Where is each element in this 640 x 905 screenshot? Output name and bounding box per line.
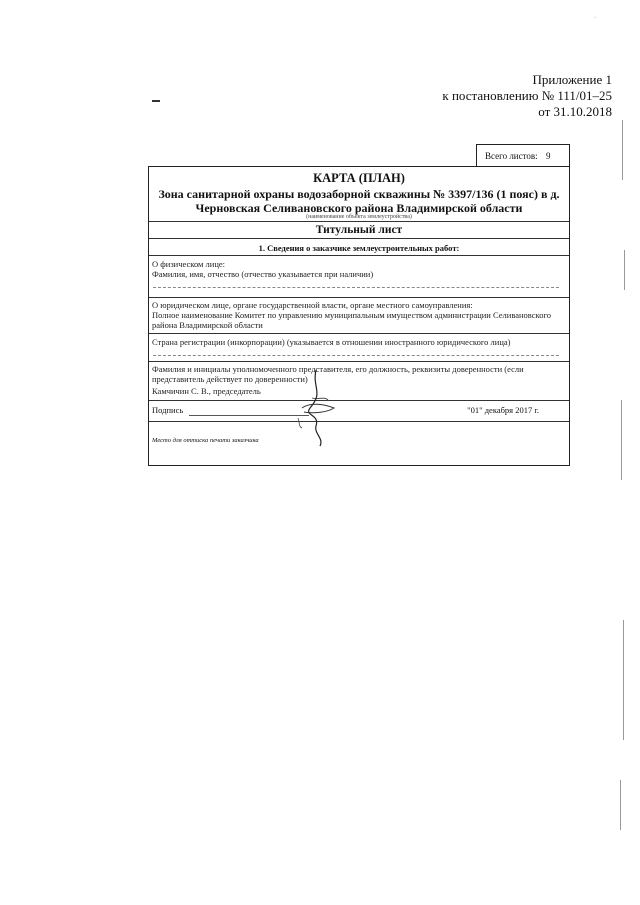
blank-line	[153, 287, 559, 288]
full-name-label: Фамилия, имя, отчество (отчество указывается при наличии)	[152, 269, 374, 279]
signature-label: Подпись	[152, 405, 184, 415]
sheets-total-box	[476, 144, 570, 166]
object-name: Зона санитарной охраны водозаборной скважины № 3397/136 (1 пояс) в д. Черновская Селивановского района Владимирской области	[158, 187, 560, 215]
stamp-place-note: Место для оттиска печати заказчика	[152, 437, 259, 444]
appendix-header	[442, 72, 612, 120]
signature-underline	[189, 415, 309, 416]
divider	[149, 421, 569, 422]
divider	[149, 361, 569, 362]
individual-header: О физическом лице:	[152, 259, 226, 269]
dash-mark	[152, 100, 160, 102]
object-caption: (наименование объекта землеустройства)	[306, 214, 412, 220]
sheets-total-value: 9	[545, 151, 551, 161]
legal-entity-header: О юридическом лице, органе государственной власти, органе местного самоуправления:	[152, 300, 473, 310]
divider	[149, 297, 569, 298]
sheet-title: Титульный лист	[315, 224, 403, 236]
appendix-line-3: от 31.10.2018	[538, 104, 612, 119]
representative-label: Фамилия и инициалы уполномоченного представителя, его должность, реквизиты доверенности (если представитель действует по доверенности)	[152, 364, 524, 384]
country-registration-label: Страна регистрации (инкорпорации) (указывается в отношении иностранного юридического лица)	[152, 337, 511, 347]
handwritten-signature	[294, 368, 344, 448]
representative-value: Камчичин С. В., председатель	[152, 386, 261, 396]
divider	[149, 400, 569, 401]
divider	[149, 221, 569, 222]
map-title: КАРТА (ПЛАН)	[313, 171, 405, 185]
legal-entity-full-name: Полное наименование Комитет по управлению муниципальным имуществом администрации Селивановского района Владимирской области	[152, 310, 552, 330]
signature-date: "01" декабря 2017 г.	[467, 405, 539, 415]
appendix-line-1: Приложение 1	[532, 72, 612, 87]
scan-corner-mark: ·	[594, 14, 597, 22]
section-1-title: 1. Сведения о заказчике землеустроительных работ:	[258, 243, 460, 253]
divider	[149, 333, 569, 334]
appendix-line-2: к постановлению № 111/01–25	[442, 88, 612, 103]
sheets-total-label: Всего листов:	[485, 151, 538, 161]
blank-line	[153, 355, 559, 356]
divider	[149, 238, 569, 239]
title-sheet-form	[148, 166, 570, 466]
scan-edge-artifacts	[618, 100, 628, 840]
divider	[149, 255, 569, 256]
